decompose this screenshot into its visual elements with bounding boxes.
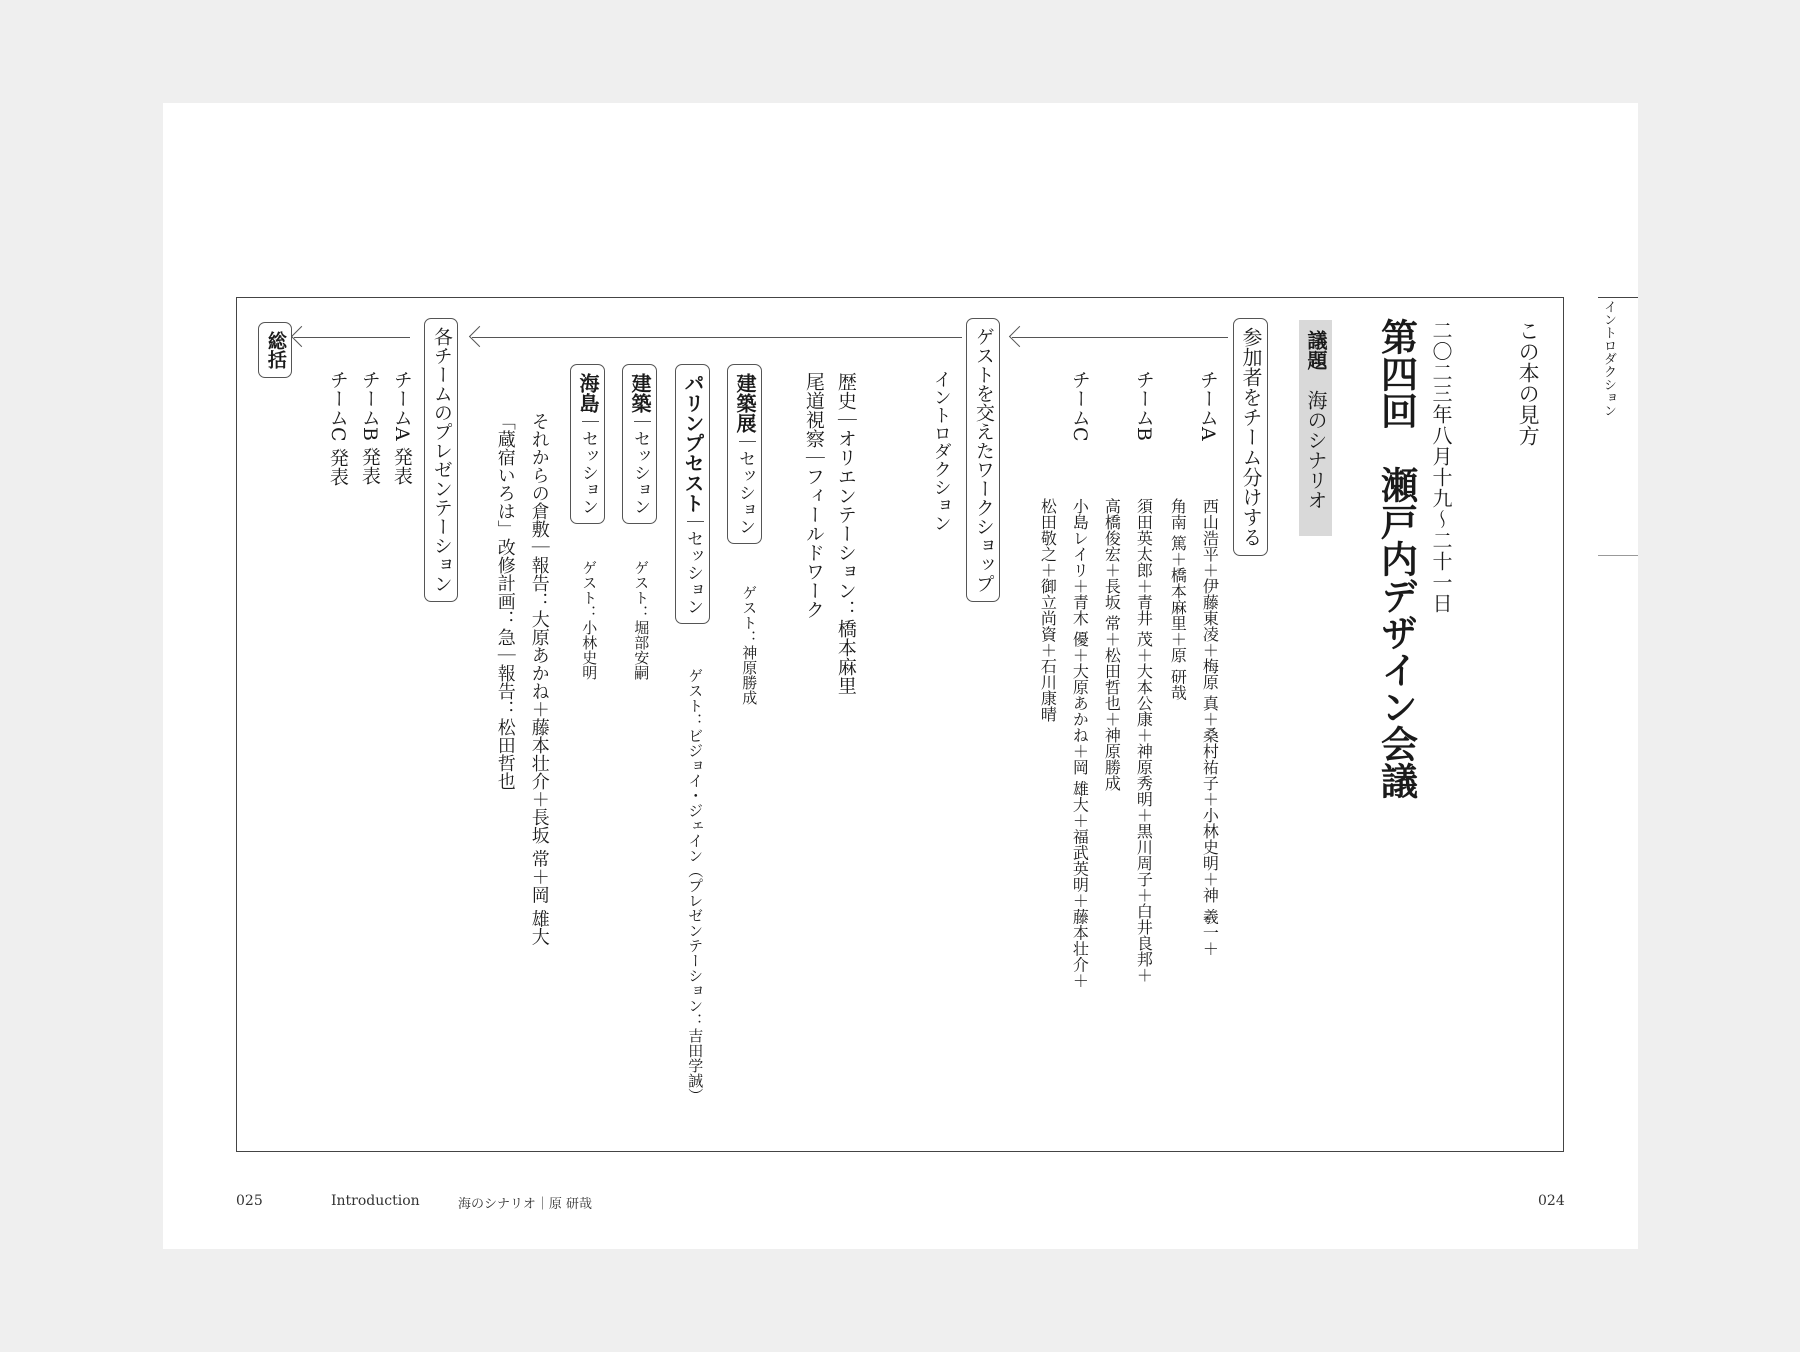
session-guest: ゲスト：神原勝成	[740, 585, 759, 705]
session-history: 歴史｜オリエンテーション：橋本麻里	[834, 372, 857, 695]
session-title: 尾道視察	[802, 372, 825, 448]
presentations-heading: 各チームのプレゼンテーション	[424, 318, 458, 602]
team-c-name: チームC	[1068, 370, 1091, 442]
session-kaito: 海島｜セッション	[570, 364, 605, 524]
theme-text: 海のシナリオ	[1304, 390, 1328, 510]
team-a-name: チームA	[1196, 370, 1219, 441]
session-onomichi: 尾道視察｜フィールドワーク	[802, 372, 825, 619]
arrow-to-presentations	[472, 337, 962, 338]
arrow-to-summary	[294, 337, 410, 338]
report-detail: 報告：大原あかね＋藤本壮介＋長坂 常＋岡 雄大	[528, 556, 550, 946]
team-b-members: 須田英太郎＋青井 茂＋大本公康＋神原秀明＋黒川周子＋白井良邦＋	[1134, 498, 1154, 984]
session-detail: セッション	[630, 430, 650, 515]
team-a-members-cont: 角南 篤＋橋本麻里＋原 研哉	[1168, 498, 1188, 701]
presentation-item: チームB 発表	[358, 370, 381, 486]
team-c-members: 小島レイリ＋青木 優＋大原あかね＋岡 雄大＋福武英明＋藤本壮介＋	[1070, 498, 1090, 989]
right-page-number: 024	[1538, 1193, 1565, 1209]
session-title: 建築	[628, 373, 652, 413]
presentation-item: チームC 発表	[326, 370, 349, 486]
summary-heading: 総括	[258, 322, 292, 378]
session-architecture: 建築｜セッション	[622, 364, 657, 524]
report-kurashiki: それからの倉敷｜報告：大原あかね＋藤本壮介＋長坂 常＋岡 雄大	[528, 412, 550, 946]
session-guest: ゲスト：小林史明	[580, 560, 599, 680]
session-detail: セッション	[735, 450, 755, 535]
session-detail: セッション	[683, 530, 703, 615]
report-detail: 報告：松田哲也	[494, 664, 516, 790]
session-detail: フィールドワーク	[802, 467, 825, 619]
workshop-intro: イントロダクション	[930, 370, 952, 532]
event-date: 二〇二三年八月十九〜二十一日	[1429, 320, 1453, 614]
session-palimpsest: パリンプセスト｜セッション	[675, 364, 710, 624]
workshop-heading: ゲストを交えたワークショップ	[966, 318, 1000, 602]
session-detail: オリエンテーション：橋本麻里	[834, 429, 857, 695]
report-title: 「蔵宿いろは」改修計画：急	[494, 412, 516, 646]
session-guest: ゲスト：堀部安嗣	[632, 560, 651, 680]
session-architecture-exhibit: 建築展｜セッション	[727, 364, 762, 544]
report-kurayado: 「蔵宿いろは」改修計画：急｜報告：松田哲也	[494, 412, 516, 790]
session-title: 建築展	[733, 373, 757, 433]
left-page-number: 025	[236, 1193, 263, 1209]
teams-heading: 参加者をチーム分けする	[1233, 318, 1268, 556]
how-to-read-title: この本の見方	[1516, 320, 1541, 446]
session-title: 歴史	[834, 372, 857, 410]
report-title: それからの倉敷	[528, 412, 550, 538]
theme-tag	[1299, 320, 1332, 536]
session-detail: セッション	[578, 430, 598, 515]
theme-label: 議題	[1304, 330, 1328, 370]
team-b-name: チームB	[1132, 370, 1155, 441]
running-head: 海のシナリオ｜原 研哉	[458, 1197, 593, 1212]
section-label: イントロダクション	[1600, 300, 1616, 417]
team-c-members-cont: 松田敬之＋御立尚資＋石川康晴	[1038, 498, 1058, 722]
sidebar-divider	[1598, 555, 1638, 556]
event-title: 第四回 瀬戸内デザイン会議	[1374, 318, 1419, 799]
session-title: 海島	[576, 373, 600, 413]
session-title: パリンプセスト	[681, 373, 705, 513]
presentation-item: チームA 発表	[390, 370, 413, 485]
team-b-members-cont: 高橋俊宏＋長坂 常＋松田哲也＋神原勝成	[1102, 498, 1122, 792]
session-guest: ゲスト：ビジョイ・ジェイン（プレゼンテーション：吉田学誠）	[686, 668, 705, 1103]
section-english: Introduction	[331, 1193, 420, 1209]
arrow-to-workshop	[1012, 337, 1228, 338]
team-a-members: 西山浩平＋伊藤東凌＋梅原 真＋桑村祐子＋小林史明＋神 羲一＋	[1200, 498, 1220, 957]
